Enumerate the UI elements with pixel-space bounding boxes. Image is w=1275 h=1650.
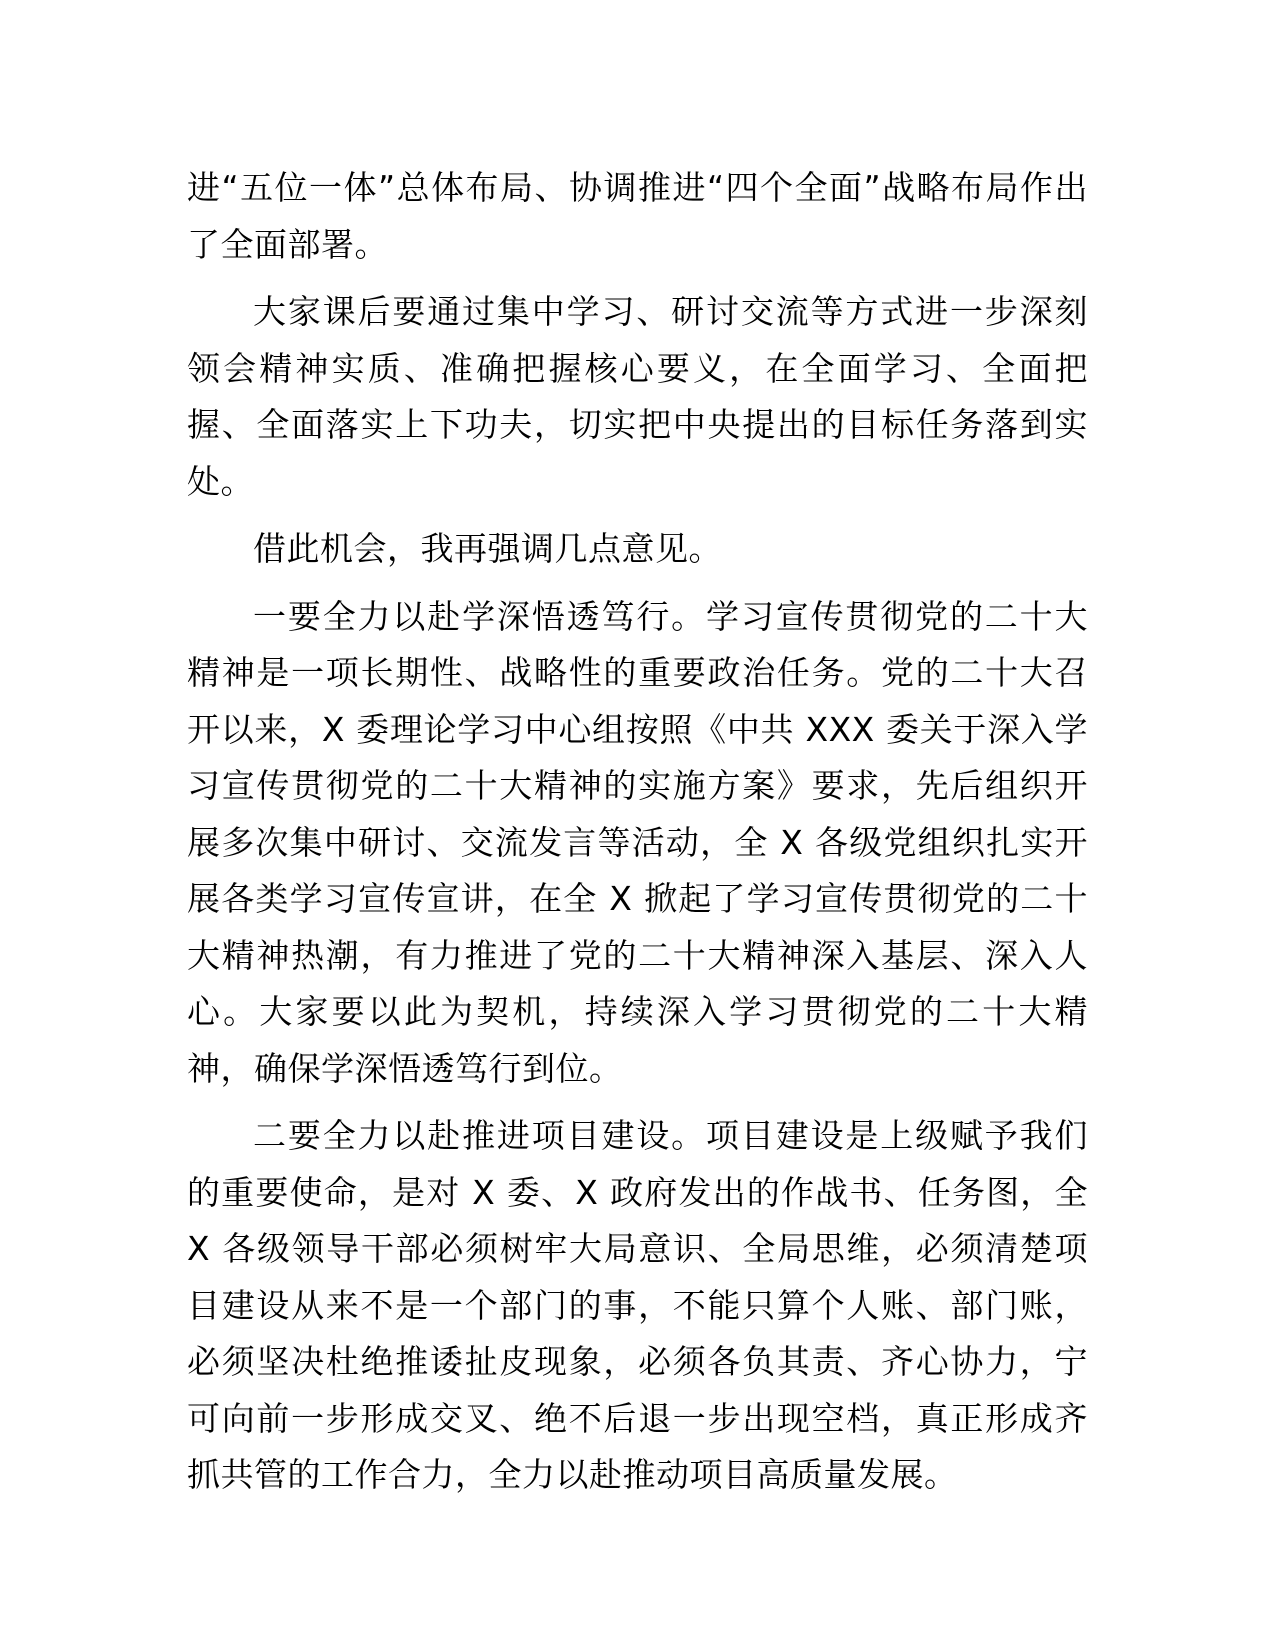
- paragraph-point-one: 一要全力以赴学深悟透笃行。学习宣传贯彻党的二十大精神是一项长期性、战略性的重要政治任务。党的二十大召开以来，X 委理论学习中心组按照《中共 XXX 委关于深入学习宣传贯彻党的二十大精神的实施方案》要求，先后组织开展多次集中研讨、交流发言等活动，全 X 各级党组织扎实开展各类学习宣传宣讲，在全 X 掀起了学习宣传贯彻党的二十大精神热潮，有力推进了党的二十大精神深入基层、深入人心。大家要以此为契机，持续深入学习贯彻党的二十大精神，确保学深悟透笃行到位。: [187, 596, 1088, 1088]
- paragraph-continuation: 进“五位一体”总体布局、协调推进“四个全面”战略布局作出了全面部署。: [187, 168, 1088, 264]
- paragraph-study-guidance: 大家课后要通过集中学习、研讨交流等方式进一步深刻领会精神实质、准确把握核心要义，在全面学习、全面把握、全面落实上下功夫，切实把中央提出的目标任务落到实处。: [187, 292, 1088, 501]
- paragraph-intro-points: 借此机会，我再强调几点意见。: [253, 529, 722, 568]
- paragraph-point-two: 二要全力以赴推进项目建设。项目建设是上级赋予我们的重要使命，是对 X 委、X 政府发出的作战书、任务图，全 X 各级领导干部必须树牢大局意识、全局思维，必须清楚项目建设从来不是一个部门的事，不能只算个人账、部门账，必须坚决杜绝推诿扯皮现象，必须各负其责、齐心协力，宁可向前一步形成交叉、绝不后退一步出现空档，真正形成齐抓共管的工作合力，全力以赴推动项目高质量发展。: [187, 1116, 1088, 1494]
- document-body: [187, 160, 1088, 1515]
